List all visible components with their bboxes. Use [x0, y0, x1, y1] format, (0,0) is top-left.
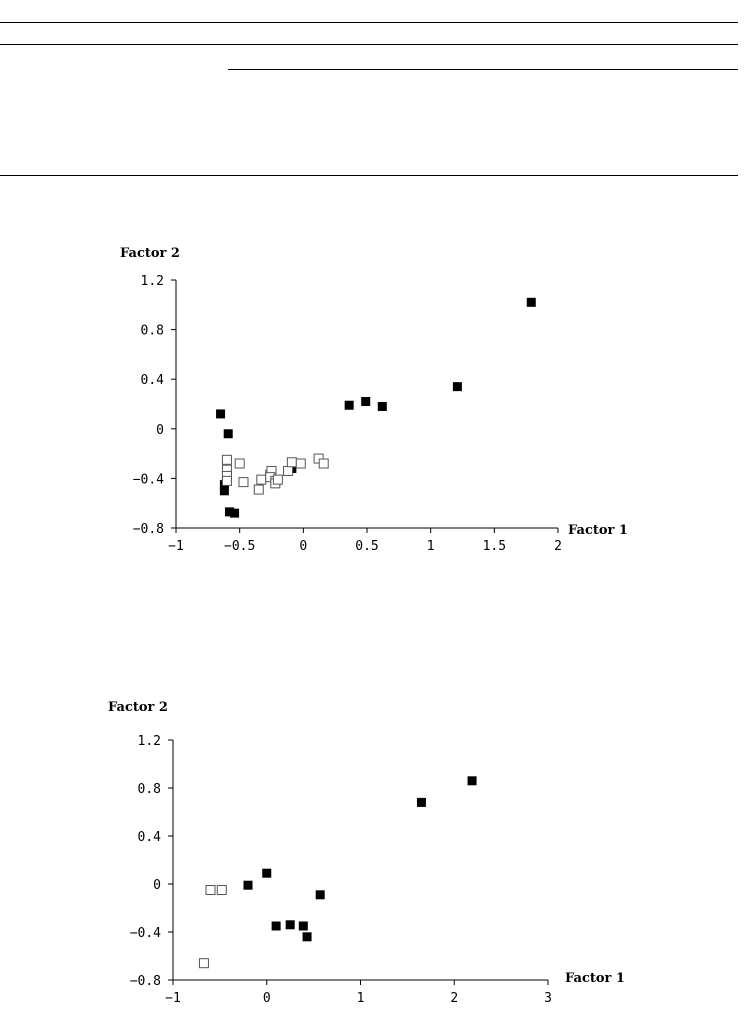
- scatter-chart-2: [0, 690, 750, 1020]
- open-square-point: [222, 476, 231, 485]
- filled-square-point: [299, 922, 308, 931]
- filled-square-point: [316, 890, 325, 899]
- y-tick-label: 0.8: [140, 323, 164, 339]
- x-tick-label: −0.5: [224, 539, 256, 554]
- open-square-point: [284, 466, 293, 475]
- open-square-point: [222, 455, 231, 464]
- filled-square-point: [272, 922, 281, 931]
- table-rule-subheader: [228, 69, 738, 70]
- chart-1-ylabel: Factor 2: [120, 246, 180, 261]
- filled-square-point: [378, 402, 387, 411]
- y-tick-label: −0.4: [129, 926, 161, 941]
- table-rule-bottom: [0, 175, 738, 176]
- y-tick-label: 0.4: [140, 373, 164, 389]
- y-tick-label: 0: [153, 878, 161, 893]
- x-tick-label: 2: [450, 991, 459, 1006]
- filled-square-point: [216, 409, 225, 418]
- filled-square-point: [262, 869, 271, 878]
- open-square-point: [199, 959, 208, 968]
- open-square-point: [254, 485, 263, 494]
- y-tick-label: −0.8: [132, 522, 164, 537]
- open-square-point: [287, 458, 296, 467]
- open-square-point: [273, 475, 282, 484]
- open-square-point: [206, 886, 215, 895]
- x-tick-label: 0: [262, 991, 271, 1006]
- filled-square-point: [417, 798, 426, 807]
- y-tick-label: −0.8: [129, 974, 161, 989]
- open-square-point: [217, 886, 226, 895]
- open-square-point: [257, 475, 266, 484]
- scatter-chart-1: [0, 240, 750, 570]
- y-tick-label: 1.2: [140, 274, 164, 289]
- x-tick-label: 1.5: [482, 539, 507, 554]
- chart-1-xlabel: Factor 1: [568, 523, 628, 538]
- open-square-point: [319, 459, 328, 468]
- x-tick-label: 0: [299, 539, 308, 554]
- filled-square-point: [453, 382, 462, 391]
- y-tick-label: −0.4: [132, 472, 164, 488]
- y-tick-label: 0.4: [137, 830, 161, 845]
- filled-square-point: [345, 401, 354, 410]
- filled-square-point: [244, 881, 253, 890]
- open-square-point: [239, 478, 248, 487]
- chart-2-ylabel: Factor 2: [108, 700, 168, 715]
- open-square-point: [296, 459, 305, 468]
- x-tick-label: 2: [554, 539, 562, 554]
- filled-square-point: [286, 920, 295, 929]
- x-tick-label: −1: [168, 539, 184, 554]
- x-tick-label: 1: [356, 991, 365, 1006]
- filled-square-point: [220, 486, 229, 495]
- filled-square-point: [224, 429, 233, 438]
- open-square-point: [235, 459, 244, 468]
- chart-2-xlabel: Factor 1: [565, 971, 625, 986]
- filled-square-point: [230, 509, 239, 518]
- y-tick-label: 0.8: [137, 782, 161, 797]
- filled-square-point: [361, 397, 370, 406]
- x-tick-label: 1: [426, 539, 435, 554]
- x-tick-label: −1: [165, 991, 181, 1006]
- table-rule-header: [0, 44, 738, 45]
- x-tick-label: 0.5: [355, 539, 379, 554]
- y-tick-label: 0: [156, 422, 164, 438]
- filled-square-point: [527, 298, 536, 307]
- filled-square-point: [468, 776, 477, 785]
- table-rule-top: [0, 22, 738, 23]
- filled-square-point: [303, 932, 312, 941]
- x-tick-label: 3: [544, 991, 552, 1006]
- y-tick-label: 1.2: [137, 734, 161, 749]
